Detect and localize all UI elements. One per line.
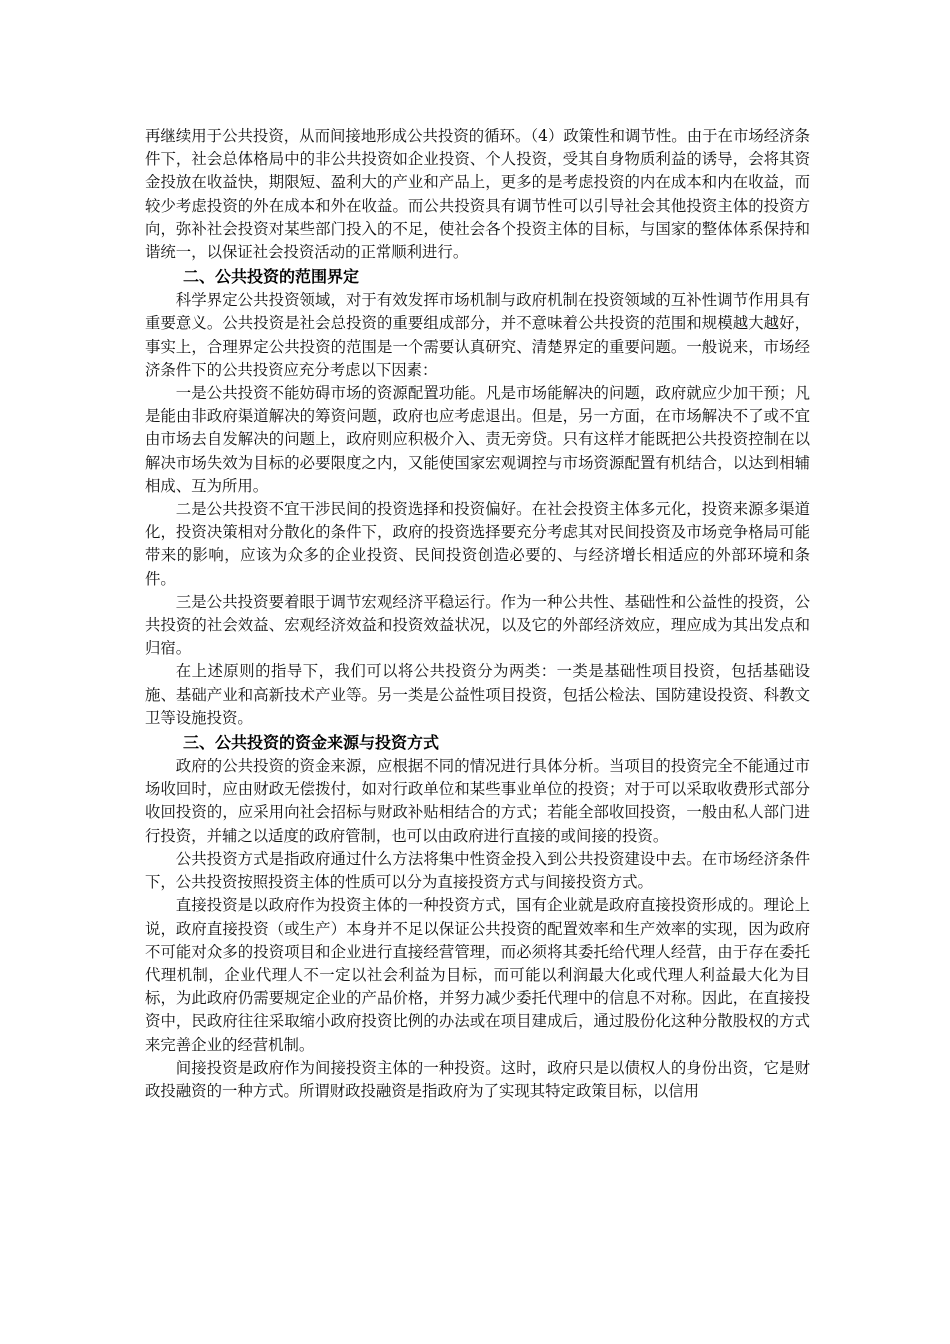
paragraph: 三是公共投资要着眼于调节宏观经济平稳运行。作为一种公共性、基础性和公益性的投资，公共投资的社会效益、宏观经济效益和投资效益状况，以及它的外部经济效应，理应成为其出发点和归宿。: [145, 592, 810, 658]
paragraph: 公共投资方式是指政府通过什么方法将集中性资金投入到公共投资建设中去。在市场经济条件下，公共投资按照投资主体的性质可以分为直接投资方式与间接投资方式。: [145, 849, 810, 892]
paragraph: 间接投资是政府作为间接投资主体的一种投资。这时，政府只是以债权人的身份出资，它是财政投融资的一种方式。所谓财政投融资是指政府为了实现其特定政策目标，以信用: [145, 1058, 810, 1100]
paragraph: 政府的公共投资的资金来源，应根据不同的情况进行具体分析。当项目的投资完全不能通过市场收回时，应由财政无偿拨付，如对行政单位和某些事业单位的投资；对于可以采取收费形式部分收回投资的，应采用向社会招标与财政补贴相结合的方式；若能全部收回投资，一般由私人部门进行投资，并辅之以适度的政府管制，也可以由政府进行直接的或间接的投资。: [145, 757, 810, 845]
section-heading-2: 二、公共投资的范围界定: [183, 267, 360, 287]
section-heading-3: 三、公共投资的资金来源与投资方式: [183, 733, 440, 753]
paragraph: 一是公共投资不能妨碍市场的资源配置功能。凡是市场能解决的问题，政府就应少加干预；凡是能由非政府渠道解决的筹资问题，政府也应考虑退出。但是，另一方面，在市场解决不了或不宜由市场去自发解决的问题上，政府则应积极介入、责无旁贷。只有这样才能既把公共投资控制在以解决市场失效为目标的必要限度之内，又能使国家宏观调控与市场资源配置有机结合，以达到相辅相成、互为所用。: [145, 384, 810, 495]
paragraph: 二是公共投资不宜干涉民间的投资选择和投资偏好。在社会投资主体多元化，投资来源多渠道化，投资决策相对分散化的条件下，政府的投资选择要充分考虑其对民间投资及市场竞争格局可能带来的影响，应该为众多的企业投资、民间投资创造必要的、与经济增长相适应的外部环境和条件。: [145, 500, 810, 588]
paragraph: 直接投资是以政府作为投资主体的一种投资方式，国有企业就是政府直接投资形成的。理论上说，政府直接投资（或生产）本身并不足以保证公共投资的配置效率和生产效率的实现，因为政府不可能对众多的投资项目和企业进行直接经营管理，而必须将其委托给代理人经营，由于存在委托代理机制，企业代理人不一定以社会利益为目标，而可能以利润最大化或代理人利益最大化为目标，为此政府仍需要规定企业的产品价格，并努力减少委托代理中的信息不对称。因此，在直接投资中，民政府往往采取缩小政府投资比例的办法或在项目建成后，通过股份化这种分散股权的方式来完善企业的经营机制。: [145, 896, 810, 1054]
paragraph: 在上述原则的指导下，我们可以将公共投资分为两类：一类是基础性项目投资，包括基础设施、基础产业和高新技术产业等。另一类是公益性项目投资，包括公检法、国防建设投资、科教文卫等设施投资。: [145, 662, 810, 727]
document-body: [145, 125, 810, 1103]
paragraph: 科学界定公共投资领域，对于有效发挥市场机制与政府机制在投资领域的互补性调节作用具有重要意义。公共投资是社会总投资的重要组成部分，并不意味着公共投资的范围和规模越大越好，事实上，合理界定公共投资的范围是一个需要认真研究、清楚界定的重要问题。一般说来，市场经济条件下的公共投资应充分考虑以下因素：: [145, 291, 810, 379]
paragraph-intro: 再继续用于公共投资，从而间接地形成公共投资的循环。（4）政策性和调节性。由于在市场经济条件下，社会总体格局中的非公共投资如企业投资、个人投资，受其自身物质利益的诱导，会将其资金投放在收益快，期限短、盈利大的产业和产品上，更多的是考虑投资的内在成本和内在收益，而较少考虑投资的外在成本和外在收益。而公共投资具有调节性可以引导社会其他投资主体的投资方向，弥补社会投资对某些部门投入的不足，使社会各个投资主体的目标，与国家的整体体系保持和谐统一，以保证社会投资活动的正常顺利进行。: [145, 127, 810, 262]
